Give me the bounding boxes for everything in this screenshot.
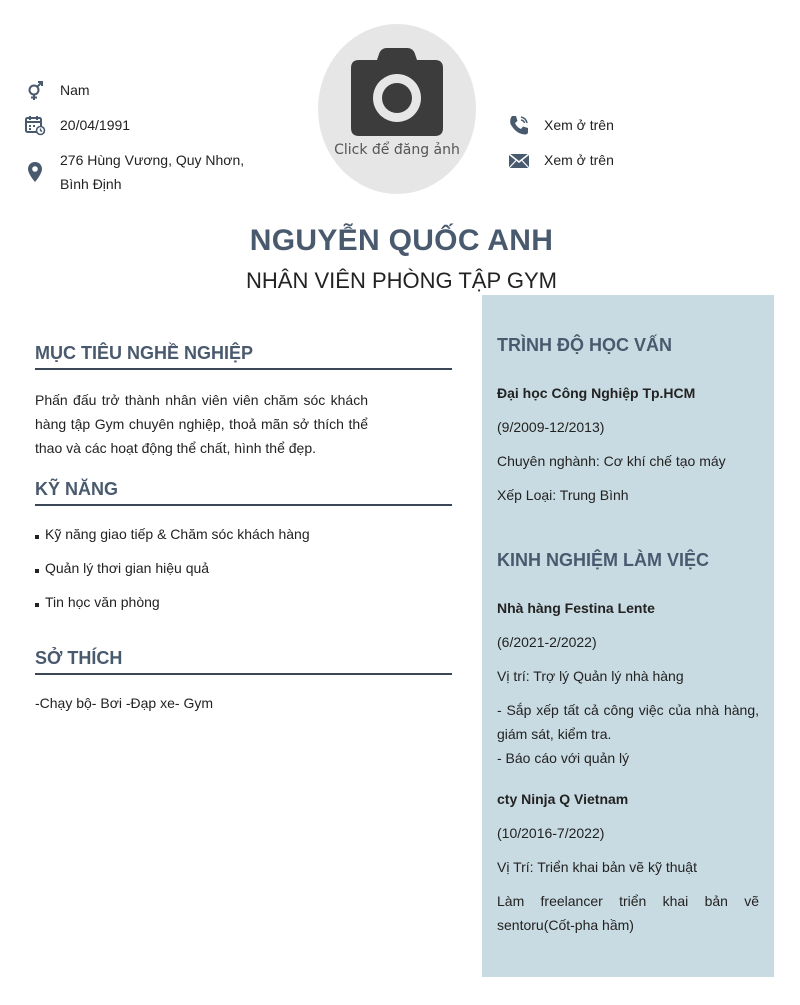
hobbies-text: -Chạy bộ- Bơi -Đạp xe- Gym — [35, 695, 214, 711]
phone-icon — [508, 114, 530, 136]
education-period: (9/2009-12/2013) — [497, 419, 605, 435]
skill-bullet — [35, 569, 39, 573]
education-school: Đại học Công Nghiệp Tp.HCM — [497, 385, 696, 401]
job-company: cty Ninja Q Vietnam — [497, 791, 629, 807]
education-title: TRÌNH ĐỘ HỌC VẤN — [497, 335, 672, 355]
job-title: NHÂN VIÊN PHÒNG TẬP GYM — [246, 268, 557, 293]
job-description: Làm freelancer triển khai bản vẽ sentoru(Cốt-pha hầm) — [497, 893, 759, 933]
gender-icon — [24, 79, 46, 101]
job-position: Vị Trí: Triển khai bản vẽ kỹ thuật — [497, 859, 697, 875]
address-text: 276 Hùng Vương, Quy Nhơn, Bình Định — [60, 152, 245, 192]
skills-divider — [35, 504, 452, 506]
calendar-icon — [24, 114, 46, 136]
hobbies-title: SỞ THÍCH — [35, 648, 123, 668]
email-text: Xem ở trên — [544, 152, 614, 168]
full-name: NGUYỄN QUỐC ANH — [249, 224, 554, 257]
job-period: (6/2021-2/2022) — [497, 634, 597, 650]
location-icon — [24, 161, 46, 183]
dob-text: 20/04/1991 — [60, 117, 131, 133]
skill-bullet — [35, 603, 39, 607]
phone-text: Xem ở trên — [544, 117, 614, 133]
job-period: (10/2016-7/2022) — [497, 825, 605, 841]
camera-icon — [349, 48, 445, 138]
skill-item: Kỹ năng giao tiếp & Chăm sóc khách hàng — [45, 526, 310, 542]
education-major: Chuyên nghành: Cơ khí chế tạo máy — [497, 453, 726, 469]
objective-divider — [35, 368, 452, 370]
skill-item: Tin học văn phòng — [45, 594, 160, 610]
job-position: Vị trí: Trợ lý Quản lý nhà hàng — [497, 668, 684, 684]
skill-item: Quản lý thơi gian hiệu quả — [45, 560, 210, 576]
job-description: - Báo cáo với quản lý — [497, 750, 630, 766]
hobbies-divider — [35, 673, 452, 675]
email-icon — [508, 150, 530, 172]
experience-title: KINH NGHIỆM LÀM VIỆC — [497, 550, 710, 570]
job-description: - Sắp xếp tất cả công việc của nhà hàng, giám sát, kiểm tra. — [497, 702, 759, 742]
skill-bullet — [35, 535, 39, 539]
gender-text: Nam — [60, 82, 90, 98]
objective-text: Phấn đấu trở thành nhân viên viên chăm sóc khách hàng tập Gym chuyên nghiệp, thoả mãn sở thích thể thao và các hoạt động thể chất, hình thể đẹp. — [35, 392, 368, 456]
avatar-upload[interactable] — [318, 24, 476, 194]
objective-title: MỤC TIÊU NGHỀ NGHIỆP — [35, 343, 254, 363]
avatar-label: Click để đăng ảnh — [334, 142, 460, 158]
skills-title: KỸ NĂNG — [35, 479, 119, 499]
job-company: Nhà hàng Festina Lente — [497, 600, 655, 616]
education-rank: Xếp Loại: Trung Bình — [497, 487, 629, 503]
